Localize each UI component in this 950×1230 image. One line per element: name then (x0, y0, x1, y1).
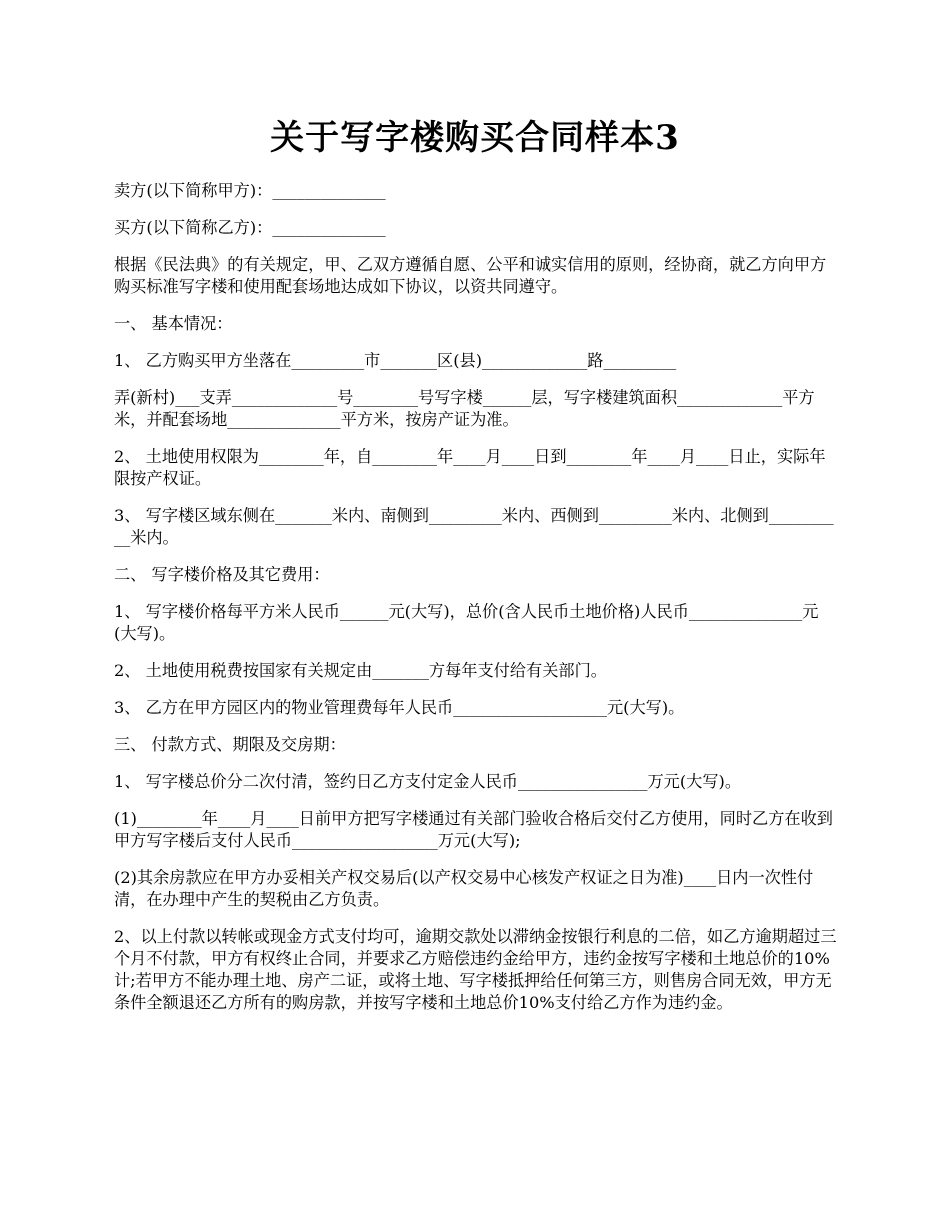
clause-1-1-location: 1、 乙方购买甲方坐落在_________市_______区(县)_____________路_________ (114, 351, 677, 370)
section-heading-basic-info: 一、 基本情况： (114, 314, 233, 333)
clause-3-1-installments: 1、 写字楼总价分二次付清，签约日乙方支付定金人民币________________万元(大写)。 (114, 772, 742, 791)
clause-2-1-price: 1、 写字楼价格每平方米人民币______元(大写)，总价(含人民币土地价格)人民币______________元(大写)。 (114, 602, 819, 643)
clause-2-2-land-tax: 2、 土地使用税费按国家有关规定由_______方每年支付给有关部门。 (114, 661, 607, 680)
section-heading-price: 二、 写字楼价格及其它费用： (114, 565, 330, 584)
seller-line: 卖方(以下简称甲方)：______________ (114, 181, 386, 200)
clause-2-3-property-fee: 3、 乙方在甲方园区内的物业管理费每年人民币___________________元(大写)。 (114, 698, 685, 717)
section-heading-payment: 三、 付款方式、期限及交房期： (114, 735, 346, 754)
clause-3-2-late-payment: 2、以上付款以转帐或现金方式支付均可，逾期交款处以滞纳金按银行利息的二倍，如乙方逾期超过三个月不付款，甲方有权终止合同，并要求乙方赔偿违约金给甲方，违约金按写字楼和土地总价的10%计;若甲方不能办理土地、房产二证，或将土地、写字楼抵押给任何第三方，则售房合同无效，甲方无条件全额退还乙方所有的购房款，并按写字楼和土地总价10%支付给乙方作为违约金。 (114, 927, 837, 1012)
clause-1-1-continued: 弄(新村)___支弄_____________号________号写字楼______层，写字楼建筑面积_____________平方米，并配套场地______________平方米，按房产证为准。 (114, 388, 815, 429)
document-body (114, 180, 838, 1029)
clause-1-3-boundaries: 3、 写字楼区域东侧在_______米内、南侧到_________米内、西侧到_________米内、北侧到__________米内。 (114, 506, 834, 547)
preamble-paragraph: 根据《民法典》的有关规定，甲、乙双方遵循自愿、公平和诚实信用的原则，经协商，就乙方向甲方购买标准写字楼和使用配套场地达成如下协议，以资共同遵守。 (114, 255, 827, 296)
clause-3-1-sub-2: (2)其余房款应在甲方办妥相关产权交易后(以产权交易中心核发产权证之日为准)____日内一次性付清，在办理中产生的契税由乙方负责。 (114, 868, 814, 909)
buyer-line: 买方(以下简称乙方)：______________ (114, 218, 386, 237)
clause-3-1-sub-1: (1)________年____月____日前甲方把写字楼通过有关部门验收合格后交付乙方使用，同时乙方在收到甲方写字楼后支付人民币__________________万元(大写); (114, 809, 833, 850)
document-title: 关于写字楼购买合同样本3 (270, 118, 680, 158)
clause-1-2-land-term: 2、 土地使用权限为________年，自________年____月____日到________年____月____日止，实际年限按产权证。 (114, 447, 826, 488)
